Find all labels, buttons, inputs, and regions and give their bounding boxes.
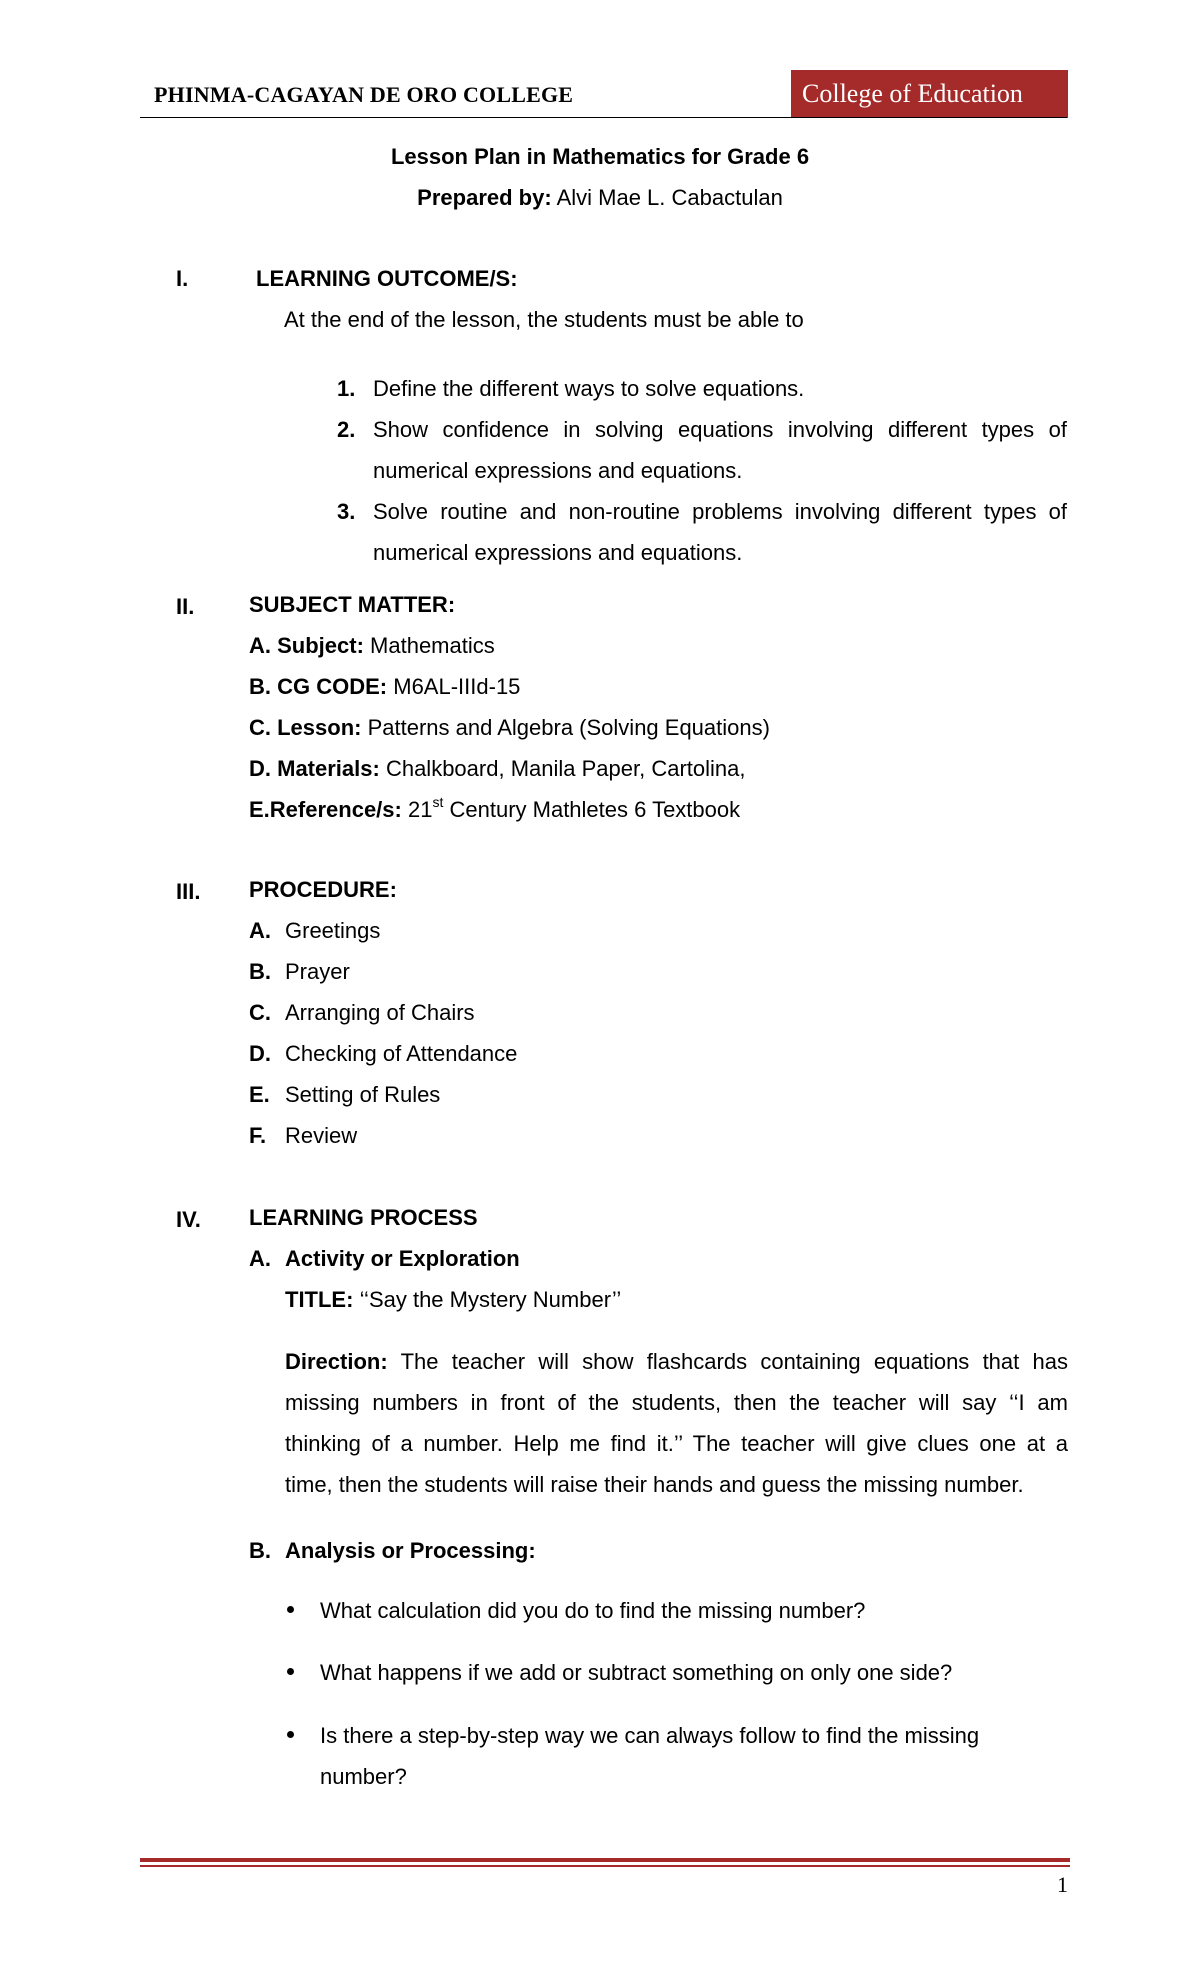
- section-4-numeral: IV.: [176, 1207, 201, 1232]
- outcome-number: 1.: [337, 376, 356, 401]
- procedure-text: Prayer: [285, 959, 350, 984]
- procedure-item: [249, 951, 517, 992]
- outcome-text-continued: numerical expressions and equations.: [373, 458, 743, 483]
- materials-value: Chalkboard, Manila Paper, Cartolina,: [385, 756, 746, 781]
- outcome-item: [337, 491, 1067, 573]
- header-divider: [140, 117, 1067, 118]
- analysis-question: What happens if we add or subtract something on only one side?: [320, 1660, 953, 1685]
- bullet-icon: [287, 1606, 294, 1613]
- subject-label: A. Subject:: [249, 633, 364, 658]
- procedure-item: [249, 1115, 517, 1156]
- footer-divider-thick: [140, 1858, 1070, 1862]
- procedure-item: [249, 1074, 517, 1115]
- lesson-row: [249, 707, 770, 748]
- lesson-label: C. Lesson:: [249, 715, 362, 740]
- outcome-text-continued: numerical expressions and equations.: [373, 540, 743, 565]
- bullet-icon: [287, 1731, 294, 1738]
- direction-paragraph: [285, 1341, 1068, 1505]
- prepared-by-label: Prepared by:: [417, 185, 552, 210]
- procedure-letter: D.: [249, 1041, 271, 1066]
- procedure-text: Checking of Attendance: [285, 1041, 518, 1066]
- lesson-value: Patterns and Algebra (Solving Equations): [367, 715, 770, 740]
- activity-title: Activity or Exploration: [285, 1246, 520, 1271]
- learning-process-block: [249, 1197, 621, 1320]
- direction-line: thinking of a number. Help me find it.’’ The teacher will give clues one at a: [285, 1431, 1068, 1456]
- section-2-numeral: II.: [176, 594, 195, 619]
- analysis-question: [320, 1715, 979, 1797]
- procedure-letter: A.: [249, 918, 271, 943]
- section-1-intro: At the end of the lesson, the students must be able to: [284, 307, 804, 332]
- outcome-text: Solve routine and non-routine problems involving different types of: [373, 499, 1067, 524]
- procedure-text: Setting of Rules: [285, 1082, 441, 1107]
- reference-value: Century Mathletes 6 Textbook: [449, 797, 741, 822]
- procedure-item: [249, 910, 517, 951]
- materials-label: D. Materials:: [249, 756, 380, 781]
- cg-code-label: B. CG CODE:: [249, 674, 388, 699]
- direction-line: missing numbers in front of the students, then the teacher will say ‘‘I am: [285, 1390, 1068, 1415]
- outcome-number: 3.: [337, 499, 356, 524]
- title-value: ‘‘Say the Mystery Number’’: [359, 1287, 622, 1312]
- department-banner: College of Education: [791, 70, 1068, 118]
- procedure-letter: B.: [249, 959, 271, 984]
- cg-code-row: [249, 666, 770, 707]
- subject-row: [249, 625, 770, 666]
- materials-row: [249, 748, 770, 789]
- prepared-by-line: [0, 185, 1200, 211]
- procedure-letter: C.: [249, 1000, 271, 1025]
- procedure-block: [249, 869, 517, 1156]
- section-3-heading: PROCEDURE:: [249, 877, 397, 902]
- procedure-text: Arranging of Chairs: [285, 1000, 475, 1025]
- direction-line: [285, 1341, 1068, 1382]
- analysis-question-continued: number?: [320, 1764, 407, 1789]
- section-1-numeral: I.: [176, 266, 189, 291]
- direction-line: time, then the students will raise their hands and guess the missing number.: [285, 1472, 1024, 1497]
- outcome-number: 2.: [337, 417, 356, 442]
- section-3-numeral: III.: [176, 879, 201, 904]
- analysis-question: What calculation did you do to find the missing number?: [320, 1598, 866, 1623]
- cg-code-value: M6AL-IIId-15: [393, 674, 521, 699]
- reference-ordinal-suffix: st: [432, 793, 444, 810]
- activity-heading: [249, 1238, 621, 1279]
- procedure-item: [249, 992, 517, 1033]
- outcome-text: Show confidence in solving equations involving different types of: [373, 417, 1067, 442]
- analysis-letter: B.: [249, 1538, 271, 1563]
- subject-value: Mathematics: [370, 633, 495, 658]
- prepared-by-name: Alvi Mae L. Cabactulan: [556, 185, 783, 210]
- bullet-icon: [287, 1668, 294, 1675]
- procedure-text: Greetings: [285, 918, 381, 943]
- procedure-letter: F.: [249, 1123, 267, 1148]
- procedure-letter: E.: [249, 1082, 270, 1107]
- college-name: PHINMA-CAGAYAN DE ORO COLLEGE: [154, 82, 574, 107]
- subject-matter-block: [249, 584, 770, 830]
- footer-divider-thin: [140, 1865, 1070, 1867]
- analysis-question-text: Is there a step-by-step way we can always follow to find the missing: [320, 1723, 980, 1748]
- direction-label: Direction:: [285, 1349, 388, 1374]
- outcome-item: [337, 368, 1067, 409]
- outcome-list: [337, 368, 1067, 573]
- page-number: 1: [1057, 1872, 1068, 1897]
- title-label: TITLE:: [285, 1287, 354, 1312]
- section-4-heading: LEARNING PROCESS: [249, 1205, 478, 1230]
- outcome-item: [337, 409, 1067, 491]
- reference-row: [249, 789, 770, 830]
- outcome-text: Define the different ways to solve equations.: [373, 376, 805, 401]
- section-2-heading: SUBJECT MATTER:: [249, 592, 456, 617]
- direction-text: The teacher will show flashcards containing equations that has: [400, 1349, 1068, 1374]
- procedure-item: [249, 1033, 517, 1074]
- reference-ordinal: 21: [407, 797, 433, 822]
- activity-letter: A.: [249, 1246, 271, 1271]
- analysis-heading: [249, 1530, 536, 1571]
- analysis-title: Analysis or Processing:: [285, 1538, 536, 1563]
- procedure-text: Review: [285, 1123, 358, 1148]
- section-1-heading: LEARNING OUTCOME/S:: [256, 266, 518, 291]
- reference-label: E.Reference/s:: [249, 797, 402, 822]
- activity-title-row: [249, 1279, 621, 1320]
- lesson-plan-title: Lesson Plan in Mathematics for Grade 6: [390, 144, 810, 169]
